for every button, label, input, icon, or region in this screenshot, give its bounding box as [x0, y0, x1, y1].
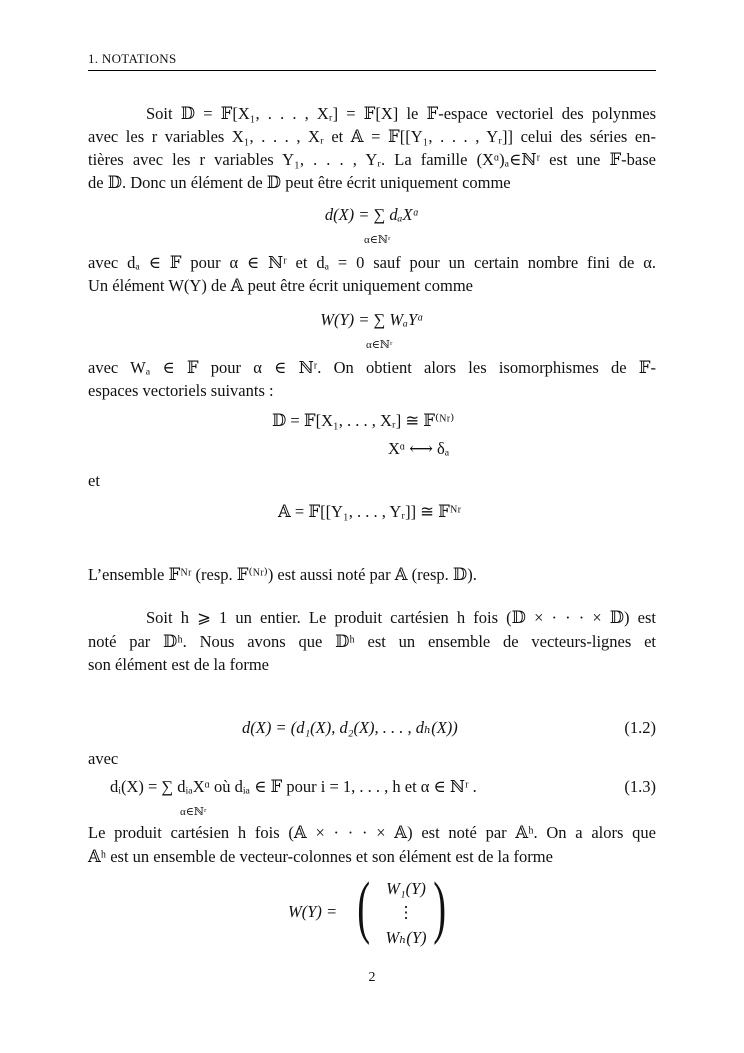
text-line: avec Wₐ ∈ 𝔽 pour α ∈ ℕʳ. On obtient alors les isomorphismes de 𝔽-: [88, 358, 656, 377]
equation-number: (1.2): [624, 718, 656, 737]
equation-number: (1.3): [624, 777, 656, 796]
text-line: tières avec les r variables Y₁, . . . , Yᵣ. La famille (Xᵅ)ₐ∈ℕʳ est une 𝔽-base: [88, 150, 656, 169]
text-line: espaces vectoriels suivants :: [88, 381, 274, 400]
equation-iso-d-map: Xᵅ ⟷ δₐ: [388, 439, 450, 458]
text-line: son élément est de la forme: [88, 655, 269, 674]
text-line: Un élément W(Y) de 𝔸 peut être écrit uniquement comme: [88, 276, 473, 295]
text-line: de 𝔻. Donc un élément de 𝔻 peut être écrit uniquement comme: [88, 173, 511, 192]
equation-1-3-subscript: α∈ℕʳ: [180, 806, 207, 818]
matrix-entry: Wₕ(Y): [385, 928, 427, 947]
equation-w: W(Y) = ∑ WₐYᵅ: [320, 310, 424, 329]
matrix-lhs: W(Y) =: [288, 902, 338, 921]
text-line: et: [88, 471, 100, 490]
equation-w-subscript: α∈ℕʳ: [366, 339, 393, 351]
text-line: Le produit cartésien h fois (𝔸 × · · · × 𝔸) est noté par 𝔸ʰ. On a alors que: [88, 823, 656, 842]
equation-d: d(X) = ∑ dₐXᵅ: [324, 205, 420, 224]
equation-d-subscript: α∈ℕʳ: [364, 234, 391, 246]
text-line: L’ensemble 𝔽ᴺʳ (resp. 𝔽⁽ᴺʳ⁾) est aussi noté par 𝔸 (resp. 𝔻).: [88, 565, 477, 584]
equation-1-2: d(X) = (d₁(X), d₂(X), . . . , dₕ(X)): [242, 718, 458, 737]
equation-1-3: dᵢ(X) = ∑ dᵢₐXᵅ où dᵢₐ ∈ 𝔽 pour i = 1, . . . , h et α ∈ ℕʳ .: [110, 777, 477, 796]
text-line: avec dₐ ∈ 𝔽 pour α ∈ ℕʳ et dₐ = 0 sauf pour un certain nombre fini de α.: [88, 253, 656, 272]
text-line: avec: [88, 749, 119, 768]
text-line: avec les r variables X₁, . . . , Xᵣ et 𝔸 = 𝔽[[Y₁, . . . , Yᵣ]] celui des séries en-: [88, 127, 656, 146]
header-rule: [88, 70, 656, 71]
page-number: 2: [368, 970, 376, 985]
matrix-entry: W₁(Y): [386, 879, 426, 898]
right-paren: ): [433, 869, 447, 946]
text-line: Soit 𝔻 = 𝔽[X₁, . . . , Xᵣ] = 𝔽[X] le 𝔽-espace vectoriel des polynmes: [146, 104, 656, 123]
text-line: noté par 𝔻ʰ. Nous avons que 𝔻ʰ est un ensemble de vecteurs-lignes et: [88, 632, 656, 651]
matrix-entry: ⋮: [397, 903, 415, 922]
equation-iso-d: 𝔻 = 𝔽[X₁, . . . , Xᵣ] ≅ 𝔽⁽ᴺʳ⁾: [272, 411, 455, 430]
equation-iso-a: 𝔸 = 𝔽[[Y₁, . . . , Yᵣ]] ≅ 𝔽ᴺʳ: [278, 502, 462, 521]
text-line: Soit h ⩾ 1 un entier. Le produit cartésien h fois (𝔻 × · · · × 𝔻) est: [146, 608, 656, 627]
left-paren: (: [357, 869, 371, 946]
running-header: 1. NOTATIONS: [88, 51, 177, 66]
text-line: 𝔸ʰ est un ensemble de vecteur-colonnes et son élément est de la forme: [88, 847, 553, 866]
